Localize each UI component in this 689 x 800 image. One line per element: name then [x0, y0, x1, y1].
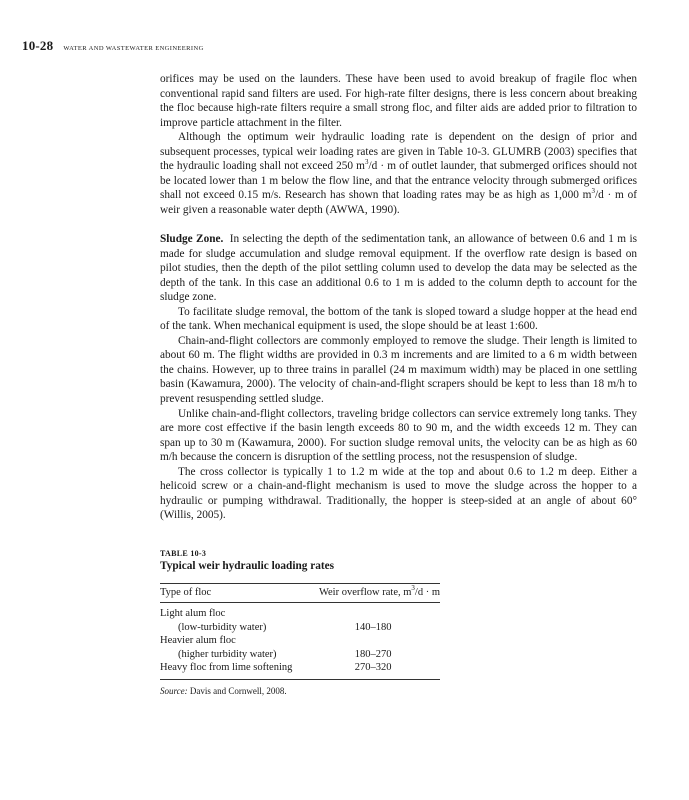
- table-row: [160, 603, 440, 621]
- paragraph: Chain-and-flight collectors are commonly employed to remove the sludge. Their length is limited to about 60 m. The flight widths are provided in 0.3 m increments and are limited to a 6 m width between the chains. However, up to three trains in parallel (24 m maximum width) may be placed in one settling basin (Kawamura, 2000). The velocity of chain-and-flight scrapers should be kept to less than 18 m/h to prevent resuspending settled sludge.: [160, 334, 637, 405]
- running-title: WATER AND WASTEWATER ENGINEERING: [63, 45, 204, 52]
- column-header-floc: Type of floc: [160, 584, 306, 603]
- table-row: [160, 661, 440, 679]
- table-row: [160, 621, 440, 635]
- body-text: [160, 72, 637, 523]
- table-caption: Typical weir hydraulic loading rates: [160, 560, 335, 572]
- floc-cell: Heavy floc from lime softening: [160, 661, 306, 679]
- floc-cell: (low-turbidity water): [178, 621, 267, 633]
- floc-cell: Heavier alum floc: [160, 635, 236, 647]
- table-10-3: [160, 549, 440, 696]
- paragraph: Unlike chain-and-flight collectors, traveling bridge collectors can service extremely long tanks. They are more cost effective if the basin length exceeds 80 to 90 m, and the width exceeds 12 m. They can span up to 30 m (Kawamura, 2000). For suction sludge removal units, the velocity can be as high as 60 m/h because the concern is disruption of the settling process, not the resuspension of sludge.: [160, 407, 637, 464]
- paragraph: The cross collector is typically 1 to 1.2 m wide at the top and about 0.6 to 1.2 m deep. Either a helicoid screw or a chain-and-flight mechanism is used to move the sludge across the hopper to a hydraulic or pumping withdrawal. Traditionally, the hopper is steep-sided at an angle of about 60° (Willis, 2005).: [160, 465, 637, 522]
- floc-cell: Light alum floc: [160, 608, 226, 619]
- paragraph: To facilitate sludge removal, the bottom of the tank is sloped toward a sludge hopper at the head end of the tank. When mechanical equipment is used, the slope should be at least 1:600.: [160, 305, 637, 333]
- table-row: [160, 634, 440, 648]
- rate-cell: 270–320: [306, 661, 440, 679]
- rate-cell: [306, 634, 440, 648]
- floc-cell: (higher turbidity water): [178, 648, 277, 660]
- section-heading: Sludge Zone.: [160, 232, 224, 245]
- weir-loading-table: [160, 583, 440, 680]
- paragraph: Although the optimum weir hydraulic loading rate is dependent on the design of prior and subsequent processes, typical weir loading rates are given in Table 10-3. GLUMRB (2003) specifies that the hydraulic loading shall not exceed 250 $m^3/d \cdot m$ of outlet launder, that submerged orifices should not be located lower than 1 m below the flow line, and that the entrance velocity through submerged orifices shall not exceed 0.15 m/s. Research has shown that loading rates may be as high as 1,000 $m^3/d \cdot m$ of weir given a reasonable water depth (AWWA, 1990).: [160, 131, 638, 216]
- table-source-note: Source: Davis and Cornwell, 2008.: [160, 685, 287, 696]
- rate-cell: 180–270: [354, 648, 392, 660]
- table-label: TABLE 10-3: [160, 549, 207, 558]
- paragraph: orifices may be used on the launders. These have been used to avoid breakup of fragile floc when conventional rapid sand filters are used. For high-rate filter designs, there is less concern about breaking the floc because high-rate filters require a small strong floc, and filter aids are added prior to filtration to improve particle attachment in the filter.: [160, 73, 637, 129]
- paragraph-sludge-zone: Sludge Zone. In selecting the depth of the sedimentation tank, an allowance of between 0.6 and 1 m is made for sludge accumulation and sludge removal equipment. If the overflow rate design is based on pilot studies, then the depth of the pilot settling column used to develop the data may be selected as the depth of the tank. In this case an additional 0.6 to 1 m is added to the column depth to account for the sludge zone.: [160, 232, 638, 304]
- rate-cell: [306, 603, 440, 621]
- running-head: [22, 38, 204, 54]
- column-header-rate: Weir overflow rate, $m^3/d \cdot m$: [306, 584, 440, 603]
- page-number: 10-28: [22, 38, 54, 53]
- rate-cell: 140–180: [354, 621, 392, 633]
- table-header-row: [160, 584, 440, 603]
- table-row: [160, 648, 440, 662]
